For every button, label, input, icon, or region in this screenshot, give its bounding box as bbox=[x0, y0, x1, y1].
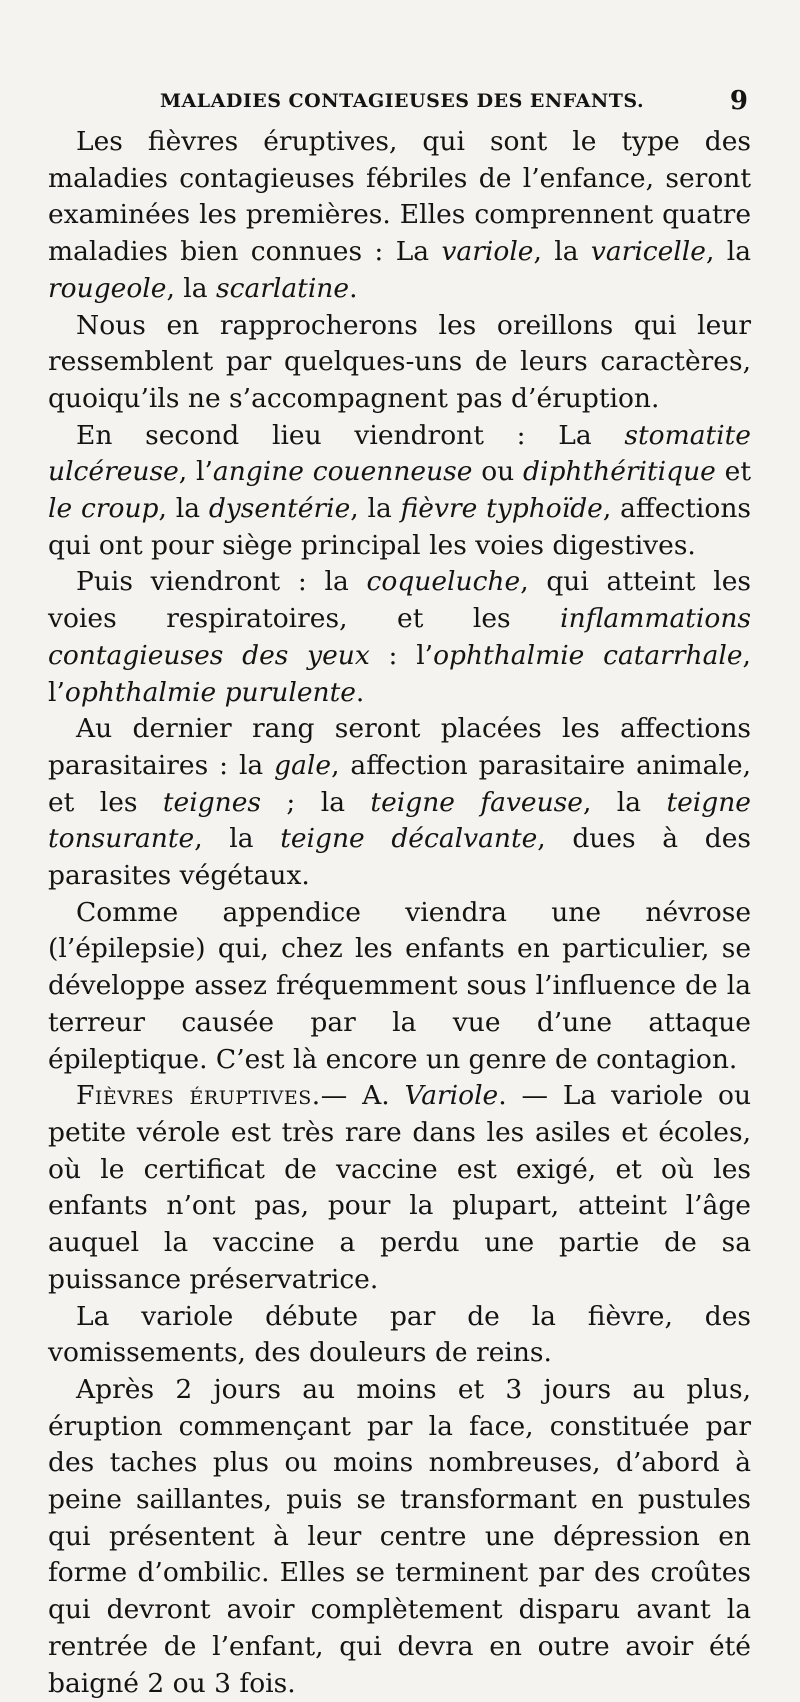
italic-term: teignes bbox=[162, 786, 262, 818]
paragraph bbox=[48, 1372, 751, 1702]
running-head: MALADIES CONTAGIEUSES DES ENFANTS. bbox=[160, 90, 645, 112]
text-run: Au dernier rang seront placées les affections parasitaires : la bbox=[48, 713, 751, 781]
italic-term: teigne tonsurante bbox=[48, 786, 751, 855]
text-run: , qui atteint les voies respiratoires, et les bbox=[48, 566, 751, 635]
italic-term: teigne décalvante bbox=[280, 823, 538, 855]
italic-term: ophthalmie purulente bbox=[64, 676, 356, 708]
text-run: Nous en rapprocherons les oreillons qui leur ressemblent par quelques-uns de leurs caractères, quoiqu’ils ne s’accompagnent pas d’éruption. bbox=[48, 309, 751, 414]
text-run: , affection parasitaire animale, et les bbox=[48, 749, 751, 818]
text-run: , la bbox=[350, 493, 401, 525]
italic-term: scarlatine bbox=[216, 272, 350, 304]
body-text bbox=[48, 124, 751, 1702]
text-run: Les fièvres éruptives, qui sont le type des maladies contagieuses fébriles de l’enfance, seront examinées les premières. Elles comprennent quatre maladies bien connues : La bbox=[48, 126, 751, 268]
text-run: En second lieu viendront : La bbox=[76, 419, 625, 451]
paragraph bbox=[48, 711, 751, 895]
text-run: , l’ bbox=[48, 639, 751, 708]
page-number: 9 bbox=[729, 86, 748, 116]
italic-term: teigne faveuse bbox=[370, 786, 583, 818]
italic-term: ophthalmie catarrhale bbox=[433, 639, 743, 671]
text-run: , la bbox=[166, 272, 216, 304]
text-run: et bbox=[715, 456, 751, 488]
paragraph bbox=[48, 308, 751, 418]
text-run: , la bbox=[582, 786, 667, 818]
text-run: ; la bbox=[261, 786, 371, 818]
text-run: . bbox=[355, 676, 365, 708]
paragraph bbox=[48, 418, 751, 565]
italic-term: inflammations contagieuses des yeux bbox=[48, 603, 751, 671]
italic-term: Variole bbox=[404, 1080, 499, 1112]
section-heading: Fièvres éruptives. bbox=[76, 1080, 321, 1112]
text-run: ou bbox=[472, 456, 524, 488]
italic-term: variole bbox=[441, 236, 534, 268]
text-run: : l’ bbox=[369, 639, 434, 671]
text-run: , la bbox=[705, 236, 751, 268]
italic-term: dysentérie bbox=[208, 493, 351, 525]
page-header bbox=[150, 86, 770, 116]
text-run: La variole débute par de la fièvre, des vomissements, des douleurs de reins. bbox=[48, 1300, 751, 1369]
text-run: , la bbox=[158, 493, 209, 525]
italic-term: le croup bbox=[48, 493, 159, 525]
text-run: . — La variole ou petite vérole est très rare dans les asiles et écoles, où le certificat de vaccine est exigé, et où les enfants n’ont pas, pour la plupart, atteint l’âge auquel la vaccine a perdu une partie de sa puissance préservatrice. bbox=[48, 1080, 752, 1295]
paragraph bbox=[48, 564, 751, 711]
text-run: , l’ bbox=[178, 456, 213, 488]
text-run: . bbox=[349, 272, 358, 304]
text-run: , dues à des parasites végétaux. bbox=[48, 823, 751, 892]
text-run: Puis viendront : la bbox=[76, 566, 367, 598]
paragraph bbox=[48, 1078, 751, 1298]
italic-term: fièvre typhoïde bbox=[400, 493, 603, 525]
italic-term: gale bbox=[274, 749, 332, 781]
text-run: Comme appendice viendra une névrose (l’épilepsie) qui, chez les enfants en particulier, se développe assez fréquemment sous l’influence de la terreur causée par la vue d’une attaque épileptique. C’est là encore un genre de contagion. bbox=[48, 896, 751, 1075]
italic-term: rougeole bbox=[48, 272, 167, 304]
paragraph bbox=[48, 1299, 751, 1372]
italic-term: stomatite ulcéreuse bbox=[48, 419, 751, 488]
text-run: , la bbox=[533, 236, 591, 268]
text-run: , affections qui ont pour siège principal les voies digestives. bbox=[48, 493, 751, 561]
italic-term: angine couenneuse bbox=[212, 456, 473, 488]
italic-term: diphthéritique bbox=[523, 456, 716, 488]
text-run: , la bbox=[194, 823, 281, 855]
text-run: — A. bbox=[320, 1080, 405, 1112]
text-run: Après 2 jours au moins et 3 jours au plus, éruption commençant par la face, constituée par des taches plus ou moins nombreuses, d’abord à peine saillantes, puis se transformant en pustules qui présentent à leur centre une dépression en forme d’ombilic. Elles se terminent par des croûtes qui devront avoir complètement disparu avant la rentrée de l’enfant, qui devra en outre avoir été baigné 2 ou 3 fois. bbox=[48, 1373, 751, 1699]
italic-term: varicelle bbox=[590, 236, 706, 268]
italic-term: coqueluche bbox=[366, 566, 521, 598]
paragraph bbox=[48, 124, 751, 308]
paragraph bbox=[48, 895, 751, 1079]
